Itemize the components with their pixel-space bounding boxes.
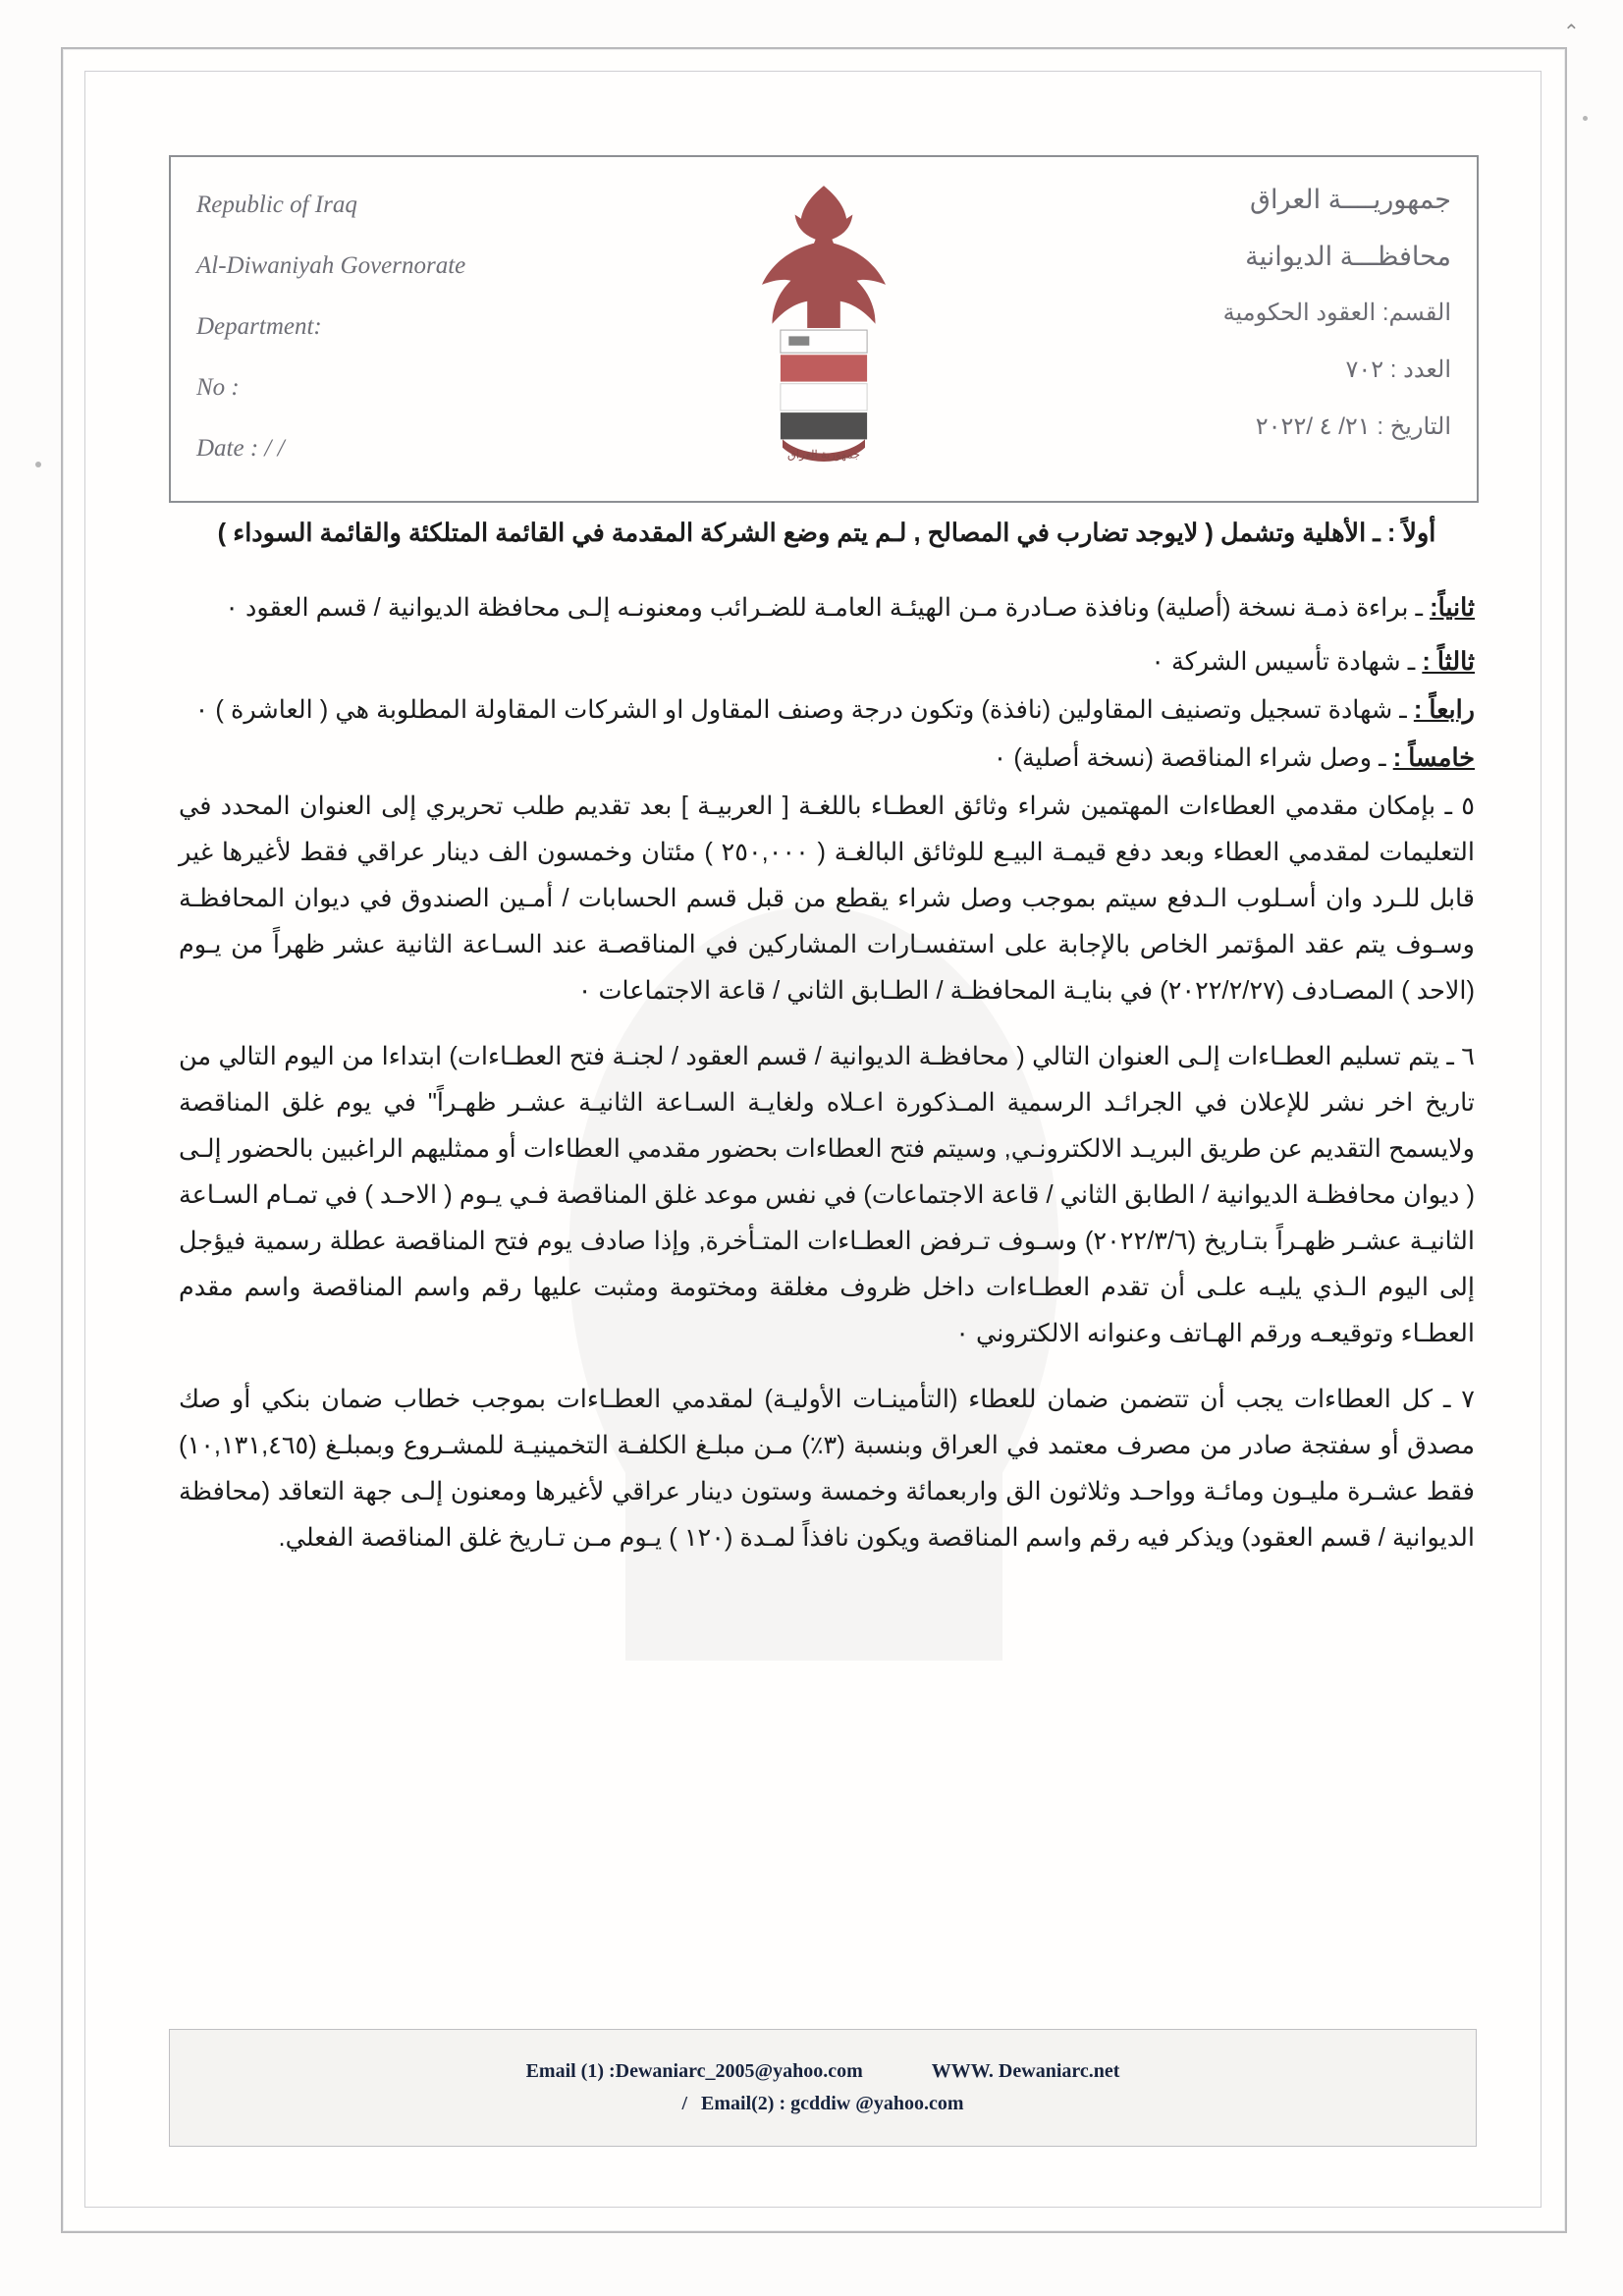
lh-date: Date : / /	[196, 435, 285, 462]
lh-department: Department:	[196, 313, 322, 340]
scan-speck	[1583, 116, 1588, 121]
footer-row-2	[681, 2093, 963, 2115]
svg-text:جمهورية العراق: جمهورية العراق	[786, 449, 861, 462]
clause-second	[179, 585, 1475, 631]
letterhead-arabic	[1029, 171, 1451, 456]
lh-number: No :	[196, 374, 240, 401]
letterhead-english	[196, 175, 658, 479]
clause-fifth-kicker: خامساً :	[1392, 744, 1475, 772]
footer-row-1	[526, 2060, 1120, 2083]
clause-third-kicker: ثالثاً :	[1422, 648, 1475, 676]
clause-third-text: ـ شهادة تأسيس الشركة ٠	[1151, 648, 1423, 676]
clause-second-kicker: ثانياً:	[1430, 594, 1475, 622]
lh-ar-governorate: محافظـــة الديوانية	[1245, 242, 1451, 271]
lh-republic-of-iraq: Republic of Iraq	[196, 191, 357, 218]
clause-fourth-text: ـ شهادة تسجيل وتصنيف المقاولين (نافذة) وتكون درجة وصنف المقاول او الشركات المقاولة المطلوبة هي ( العاشرة ) ٠	[194, 696, 1414, 724]
letterhead-box	[169, 155, 1479, 503]
clause-third	[179, 639, 1475, 685]
footer-email-1[interactable]: Email (1) :Dewaniarc_2005@yahoo.com	[525, 2060, 863, 2082]
footer-email-2[interactable]: Email(2) : gcddiw @yahoo.com	[701, 2093, 964, 2114]
footer-website[interactable]: WWW. Dewaniarc.net	[931, 2060, 1120, 2082]
clause-fourth	[179, 687, 1475, 734]
clause-fifth-text: ـ وصل شراء المناقصة (نسخة أصلية) ٠	[993, 744, 1393, 772]
scanned-sheet	[61, 47, 1567, 2233]
lh-ar-department: القسم: العقود الحكومية	[1222, 300, 1451, 326]
scan-corner-mark: ⌃	[1563, 22, 1580, 43]
clause-fourth-kicker: رابعاً :	[1413, 696, 1475, 724]
document-footer	[169, 2029, 1477, 2147]
clause-item-6: ٦ ـ يتم تسليم العطـاءات إلـى العنوان التالي ( محافظـة الديوانية / قسم العقود / لجنـة فتح العطـاءات) ابتداءا من اليوم التالي من تاريخ اخر نشر للإعلان في الجرائـد الرسمية المـذكورة اعـلاه ولغايـة السـاعة الثانيـة عشـر ظهـراً" في يوم غلق المناقصة ولايسمح التقديم عن طريق البريـد الالكترونـي, وسيتم فتح العطاءات بحضور مقدمي العطاءات أو ممثليهم الراغبين بالحضور إلـى ( ديوان محافظـة الديوانية / الطابق الثاني / قاعة الاجتماعات) في نفس موعد غلق المناقصة فـي يـوم ( الاحـد ) في تمـام السـاعة الثانيـة عشـر ظهـراً بتـاريخ (٢٠٢٢/٣/٦) وسـوف تـرفض العطـاءات المتـأخرة, وإذا صادف يوم فتح المناقصة عطلة رسمية فيؤجل إلى اليوم الـذي يليـه علـى أن تقدم العطـاءات داخل ظروف مغلقة ومختومة ومثبت عليها رقم واسم المناقصة واسم مقدم العطـاء وتوقيعـه ورقم الهـاتف وعنوانه الالكتروني ٠	[179, 1043, 1475, 1347]
clause-second-text: ـ براءة ذمـة نسخة (أصلية) ونافذة صـادرة مـن الهيئـة العامـة للضـرائب ومعنونـه إلـى محافظة الديوانية / قسم العقود ٠	[225, 594, 1431, 622]
clause-item-7: ٧ ـ كل العطاءات يجب أن تتضمن ضمان للعطاء (التأمينـات الأوليـة) لمقدمي العطـاءات بموجب خطاب ضمان بنكي أو صك مصدق أو سفتجة صادر من مصرف معتمد في العراق وبنسبة (٣٪) مـن مبلـغ الكلفـة التخمينيـة للمشـروع وبمبلـغ (١٠,١٣١,٤٦٥) فقط عشـرة مليـون ومائـة وواحـد وثلاثون الق واربعمائة وخمسة وستون دينار عراقي لأغيرها ومعنون إلـى جهة التعاقد (محافظة الديوانية / قسم العقود) ويذكر فيه رقم واسم المناقصة ويكون نافذاً لمـدة (١٢٠ ) يـوم مـن تـاريخ غلق المناقصة الفعلي.	[179, 1386, 1475, 1552]
clause-fifth	[179, 736, 1475, 782]
lh-governorate: Al-Diwaniyah Governorate	[196, 252, 466, 279]
lh-ar-republic: جمهوريــــة العراق	[1250, 185, 1451, 214]
document-body	[179, 511, 1475, 1569]
clause-first: أولاً : ـ الأهلية وتشمل ( لايوجد تضارب في المصالح , لـم يتم وضع الشركة المقدمة في القائمة المتلكئة والقائمة السوداء )	[217, 519, 1436, 547]
iraq-eagle-emblem-icon	[721, 171, 927, 485]
scan-speck	[35, 462, 41, 467]
lh-ar-date: التاريخ : ٢١/ ٤ /٢٠٢٢	[1255, 413, 1451, 440]
lh-ar-number: العدد : ٧٠٢	[1345, 356, 1451, 383]
clause-item-5: ٥ ـ بإمكان مقدمي العطاءات المهتمين شراء وثائق العطـاء باللغـة [ العربيـة ] بعد تقديم طلب تحريري إلى العنوان المحدد في التعليمات لمقدمي العطاء وبعد دفع قيمـة البيـع للوثائق البالغـة ( ٢٥٠,٠٠٠ ) مئتان وخمسون الف دينار عراقي فقط لأغيرها غير قابل للـرد وان أسـلوب الـدفع سيتم بموجب وصل شراء يقطع من قبل قسم الحسابات / أمـين الصندوق في ديوان المحافظـة وسـوف يتم عقد المؤتمر الخاص بالإجابة على استفسـارات المشاركين في المناقصـة عند السـاعة الثانية عشر ظهراً من يـوم (الاحد ) المصـادف (٢٠٢٢/٢/٢٧) في بنايـة المحافظـة / الطـابق الثاني / قاعة الاجتماعات ٠	[179, 793, 1475, 1005]
footer-separator: /	[681, 2093, 688, 2114]
